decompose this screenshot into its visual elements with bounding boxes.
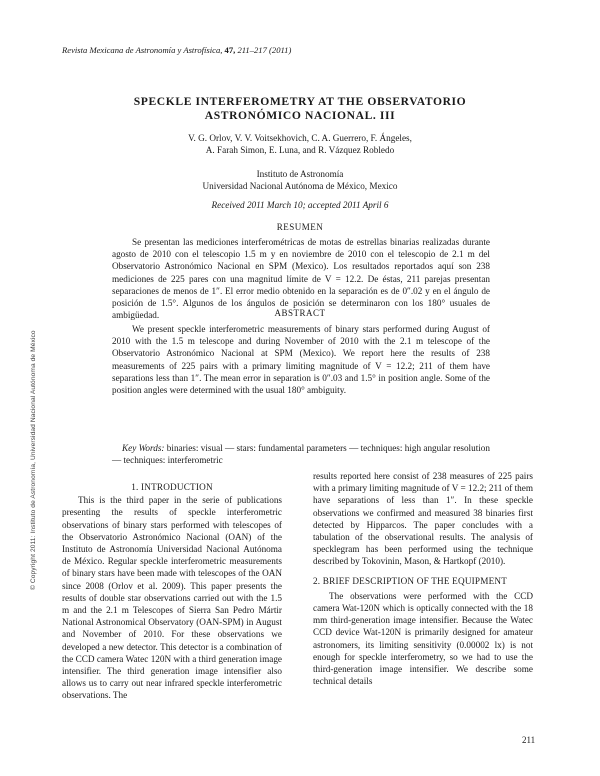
affiliation-line-2: Universidad Nacional Autónoma de México, Mexico — [202, 181, 398, 192]
page-number: 211 — [522, 735, 536, 745]
journal-name: Revista Mexicana de Astronomía y Astrofísica, — [62, 45, 223, 55]
abstract-heading: ABSTRACT — [274, 308, 326, 318]
authors-line-2: A. Farah Simon, E. Luna, and R. Vázquez Robledo — [205, 145, 395, 156]
left-column — [62, 481, 282, 702]
journal-pages: 211–217 (2011) — [237, 45, 292, 55]
keywords-label: Key Words: — [122, 443, 165, 453]
resumen-heading: RESUMEN — [276, 222, 324, 232]
authors-line-1: V. G. Orlov, V. V. Voitsekhovich, C. A. Guerrero, F. Ángeles, — [188, 133, 412, 143]
section-2-heading: 2. BRIEF DESCRIPTION OF THE EQUIPMENT — [313, 575, 508, 586]
right-column — [313, 470, 533, 687]
copyright-notice: © Copyright 2011: Instituto de Astronomía, Universidad Nacional Autónoma de México — [30, 330, 37, 590]
received-dates: Received 2011 March 10; accepted 2011 April 6 — [211, 200, 389, 210]
section-1-heading: 1. INTRODUCTION — [131, 482, 213, 492]
affiliation — [60, 168, 540, 193]
section-1-text: This is the third paper in the serie of publications presenting the results of speckle interferometric observations of binary stars performed with telescopes of the Observatorio Astronómico Nacional (OAN) of the Instituto de Astronomía Universidad Nacional Autónoma de México. Regular speckle interferometric measurements of binary stars have been made with telescopes of the OAN since 2008 (Orlov et al. 2009). This paper presents the results of double star observations carried out with the 1.5 m and the 2.1 m Telescopes of Sierra San Pedro Mártir National Astronomical Observatory (OAN-SPM) in August and November of 2010. For these observations we developed a new detector. This detector is a combination of the CCD camera Watec 120N with a third generation image intensifier. The third generation image intensifier also allows us to carry out near infrared speckle interferometric observations. The — [62, 495, 282, 701]
paper-title — [60, 95, 540, 123]
title-line-1: SPECKLE INTERFEROMETRY AT THE OBSERVATORIO — [133, 95, 467, 108]
keywords — [112, 442, 490, 466]
authors — [60, 132, 540, 157]
journal-volume: 47, — [224, 45, 236, 55]
section-1-continuation: results reported here consist of 238 measures of 225 pairs with a primary limiting magnitude of V = 12.2; 211 of them have separations of less than 1″. In these speckle observations we confirmed and measured 38 binaries first detected by Hipparcos. The paper concludes with a tabulation of the observational results. The analysis of specklegram has been performed using the technique described by Tokovinin, Mason, & Hartkopf (2010). — [313, 471, 533, 567]
abstract-body — [112, 323, 490, 396]
keywords-text: binaries: visual — stars: fundamental parameters — techniques: high angular resolution — techniques: interferometric — [112, 443, 490, 466]
journal-header — [62, 45, 291, 55]
abstract-text: We present speckle interferometric measurements of binary stars performed during August of 2010 with the 1.5 m telescope and during November of 2010 with the 2.1 m telescope of the Observatorio Astronómico Nacional at SPM (Mexico). We report here the results of 238 measurements of 225 pairs with a primary limiting magnitude of V = 12.2; 211 of them have separations less than 1″. The mean error in separation is 0″.03 and 1.5° in position angle. Some of the position angles were determined with the usual 180° ambiguity. — [112, 324, 490, 396]
affiliation-line-1: Instituto de Astronomía — [256, 169, 344, 179]
section-2-text: The observations were performed with the CCD camera Wat-120N which is optically connected with the 18 mm third-generation image intensifier. Because the Watec CCD device Wat-120N is primarily designed for amateur astronomers, its limiting sensitivity (0.00002 lx) is not enough for speckle interferometry, so we had to use the third-generation image intensifier. We describe some technical details — [313, 590, 533, 687]
resumen-text: Se presentan las mediciones interferométricas de motas de estrellas binarias realizadas durante agosto de 2010 con el telescopio 1.5 m y en noviembre de 2010 con el telescopio de 2.1 m del Observatorio Astronómico Nacional en SPM (Mexico). Los resultados reportados aquí son 238 mediciones de 225 pares con una magnitud límite de V = 12.2. De éstas, 211 parejas presentan separaciones de menos de 1″. El error medio obtenido en la separación es de 0″.02 y en el ángulo de posición de 1.5°. Algunos de los ángulos de posición se determinaron con los 180° usuales de ambigüedad. — [112, 237, 490, 321]
title-line-2: ASTRONÓMICO NACIONAL. III — [204, 109, 396, 122]
